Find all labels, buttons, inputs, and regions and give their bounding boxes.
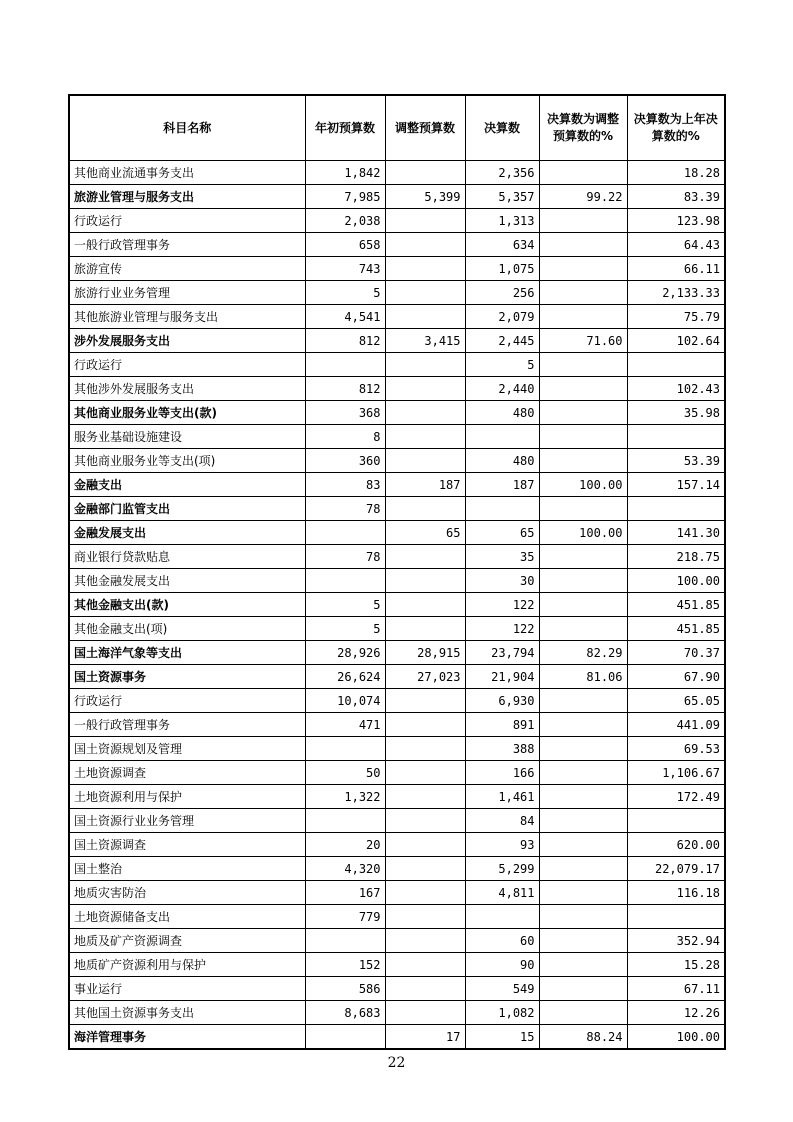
cell-adjusted-budget: [385, 833, 465, 857]
cell-pct-of-previous: 451.85: [627, 593, 725, 617]
cell-final-accounts: 122: [465, 617, 539, 641]
cell-final-accounts: 4,811: [465, 881, 539, 905]
cell-pct-of-adjusted: [539, 905, 627, 929]
cell-adjusted-budget: [385, 377, 465, 401]
cell-final-accounts: 23,794: [465, 641, 539, 665]
cell-adjusted-budget: [385, 881, 465, 905]
cell-initial-budget: 779: [305, 905, 385, 929]
cell-pct-of-previous: [627, 905, 725, 929]
cell-pct-of-adjusted: 100.00: [539, 521, 627, 545]
cell-pct-of-previous: 451.85: [627, 617, 725, 641]
cell-pct-of-previous: 70.37: [627, 641, 725, 665]
cell-pct-of-adjusted: 99.22: [539, 185, 627, 209]
cell-name: 其他国土资源事务支出: [69, 1001, 305, 1025]
cell-name: 土地资源储备支出: [69, 905, 305, 929]
table-row: [69, 161, 725, 185]
cell-final-accounts: 5: [465, 353, 539, 377]
cell-final-accounts: 21,904: [465, 665, 539, 689]
cell-pct-of-adjusted: 100.00: [539, 473, 627, 497]
header-name: 科目名称: [69, 95, 305, 161]
cell-pct-of-adjusted: [539, 761, 627, 785]
table-row: [69, 377, 725, 401]
cell-adjusted-budget: [385, 545, 465, 569]
cell-name: 土地资源利用与保护: [69, 785, 305, 809]
cell-initial-budget: 78: [305, 545, 385, 569]
cell-name: 地质及矿产资源调查: [69, 929, 305, 953]
cell-pct-of-previous: 67.90: [627, 665, 725, 689]
table-row: [69, 953, 725, 977]
table-row: [69, 401, 725, 425]
cell-adjusted-budget: [385, 953, 465, 977]
cell-final-accounts: 166: [465, 761, 539, 785]
cell-pct-of-adjusted: [539, 809, 627, 833]
cell-pct-of-previous: 620.00: [627, 833, 725, 857]
header-adjusted-budget: 调整预算数: [385, 95, 465, 161]
cell-final-accounts: 90: [465, 953, 539, 977]
cell-final-accounts: [465, 905, 539, 929]
cell-name: 其他旅游业管理与服务支出: [69, 305, 305, 329]
cell-final-accounts: 549: [465, 977, 539, 1001]
page-number: 22: [387, 1055, 406, 1071]
cell-pct-of-previous: 100.00: [627, 1025, 725, 1050]
table-row: [69, 1025, 725, 1050]
cell-adjusted-budget: [385, 809, 465, 833]
cell-initial-budget: 2,038: [305, 209, 385, 233]
cell-name: 一般行政管理事务: [69, 233, 305, 257]
cell-pct-of-previous: 102.64: [627, 329, 725, 353]
cell-adjusted-budget: [385, 593, 465, 617]
cell-initial-budget: 4,541: [305, 305, 385, 329]
table-row: [69, 569, 725, 593]
cell-pct-of-previous: 100.00: [627, 569, 725, 593]
cell-initial-budget: 8: [305, 425, 385, 449]
cell-final-accounts: 30: [465, 569, 539, 593]
cell-pct-of-previous: 65.05: [627, 689, 725, 713]
cell-name: 行政运行: [69, 353, 305, 377]
cell-final-accounts: 65: [465, 521, 539, 545]
cell-initial-budget: [305, 353, 385, 377]
cell-initial-budget: 7,985: [305, 185, 385, 209]
cell-initial-budget: 28,926: [305, 641, 385, 665]
cell-adjusted-budget: [385, 497, 465, 521]
cell-pct-of-adjusted: [539, 281, 627, 305]
cell-final-accounts: 480: [465, 449, 539, 473]
table-row: [69, 185, 725, 209]
cell-adjusted-budget: [385, 281, 465, 305]
cell-pct-of-adjusted: 81.06: [539, 665, 627, 689]
table-row: [69, 689, 725, 713]
cell-pct-of-adjusted: [539, 569, 627, 593]
cell-initial-budget: [305, 1025, 385, 1050]
cell-pct-of-adjusted: [539, 713, 627, 737]
cell-final-accounts: 122: [465, 593, 539, 617]
cell-pct-of-adjusted: [539, 833, 627, 857]
cell-pct-of-previous: 64.43: [627, 233, 725, 257]
cell-pct-of-adjusted: [539, 545, 627, 569]
table-row: [69, 593, 725, 617]
cell-pct-of-previous: 83.39: [627, 185, 725, 209]
cell-pct-of-previous: 66.11: [627, 257, 725, 281]
budget-table: [68, 94, 726, 1050]
cell-name: 金融发展支出: [69, 521, 305, 545]
cell-name: 其他金融支出(项): [69, 617, 305, 641]
cell-pct-of-previous: 53.39: [627, 449, 725, 473]
cell-name: 其他商业服务业等支出(项): [69, 449, 305, 473]
cell-final-accounts: 1,461: [465, 785, 539, 809]
cell-pct-of-previous: 102.43: [627, 377, 725, 401]
cell-final-accounts: 6,930: [465, 689, 539, 713]
cell-pct-of-previous: 67.11: [627, 977, 725, 1001]
table-row: [69, 449, 725, 473]
cell-pct-of-previous: [627, 809, 725, 833]
cell-final-accounts: 891: [465, 713, 539, 737]
cell-pct-of-adjusted: [539, 785, 627, 809]
cell-initial-budget: [305, 929, 385, 953]
cell-adjusted-budget: [385, 905, 465, 929]
cell-final-accounts: 2,440: [465, 377, 539, 401]
cell-name: 旅游行业业务管理: [69, 281, 305, 305]
cell-adjusted-budget: 3,415: [385, 329, 465, 353]
cell-initial-budget: 20: [305, 833, 385, 857]
cell-adjusted-budget: [385, 209, 465, 233]
cell-pct-of-previous: 352.94: [627, 929, 725, 953]
cell-name: 国土资源行业业务管理: [69, 809, 305, 833]
cell-name: 商业银行贷款贴息: [69, 545, 305, 569]
cell-adjusted-budget: [385, 977, 465, 1001]
cell-initial-budget: 360: [305, 449, 385, 473]
cell-initial-budget: 5: [305, 617, 385, 641]
cell-final-accounts: 388: [465, 737, 539, 761]
table-row: [69, 257, 725, 281]
cell-adjusted-budget: [385, 737, 465, 761]
cell-final-accounts: 84: [465, 809, 539, 833]
cell-adjusted-budget: [385, 689, 465, 713]
table-row: [69, 809, 725, 833]
table-row: [69, 713, 725, 737]
cell-pct-of-adjusted: [539, 305, 627, 329]
cell-pct-of-adjusted: 88.24: [539, 1025, 627, 1050]
cell-final-accounts: 1,082: [465, 1001, 539, 1025]
cell-name: 海洋管理事务: [69, 1025, 305, 1050]
cell-initial-budget: 26,624: [305, 665, 385, 689]
cell-pct-of-previous: 2,133.33: [627, 281, 725, 305]
cell-pct-of-adjusted: [539, 353, 627, 377]
cell-name: 其他商业服务业等支出(款): [69, 401, 305, 425]
cell-pct-of-adjusted: [539, 1001, 627, 1025]
table-row: [69, 929, 725, 953]
cell-pct-of-previous: [627, 353, 725, 377]
cell-pct-of-previous: 116.18: [627, 881, 725, 905]
cell-initial-budget: 1,842: [305, 161, 385, 185]
cell-name: 国土资源规划及管理: [69, 737, 305, 761]
cell-pct-of-previous: 1,106.67: [627, 761, 725, 785]
cell-adjusted-budget: [385, 857, 465, 881]
table-row: [69, 881, 725, 905]
cell-final-accounts: 1,075: [465, 257, 539, 281]
cell-adjusted-budget: [385, 233, 465, 257]
cell-final-accounts: 2,356: [465, 161, 539, 185]
cell-adjusted-budget: 27,023: [385, 665, 465, 689]
cell-pct-of-adjusted: [539, 617, 627, 641]
cell-initial-budget: 743: [305, 257, 385, 281]
table-row: [69, 785, 725, 809]
table-row: [69, 329, 725, 353]
cell-name: 地质灾害防治: [69, 881, 305, 905]
cell-adjusted-budget: [385, 617, 465, 641]
cell-name: 其他涉外发展服务支出: [69, 377, 305, 401]
cell-pct-of-previous: 35.98: [627, 401, 725, 425]
cell-name: 国土资源事务: [69, 665, 305, 689]
cell-pct-of-adjusted: [539, 737, 627, 761]
cell-final-accounts: 187: [465, 473, 539, 497]
cell-initial-budget: [305, 737, 385, 761]
cell-name: 金融支出: [69, 473, 305, 497]
cell-pct-of-previous: 15.28: [627, 953, 725, 977]
table-row: [69, 305, 725, 329]
table-row: [69, 521, 725, 545]
cell-initial-budget: 658: [305, 233, 385, 257]
cell-name: 服务业基础设施建设: [69, 425, 305, 449]
cell-initial-budget: 152: [305, 953, 385, 977]
cell-name: 地质矿产资源利用与保护: [69, 953, 305, 977]
cell-final-accounts: 5,299: [465, 857, 539, 881]
cell-pct-of-adjusted: [539, 425, 627, 449]
cell-adjusted-budget: [385, 401, 465, 425]
cell-pct-of-adjusted: [539, 209, 627, 233]
cell-adjusted-budget: [385, 305, 465, 329]
table-row: [69, 857, 725, 881]
table-row: [69, 281, 725, 305]
cell-name: 一般行政管理事务: [69, 713, 305, 737]
header-pct-of-previous: 决算数为上年决算数的%: [627, 95, 725, 161]
cell-adjusted-budget: [385, 449, 465, 473]
cell-initial-budget: 8,683: [305, 1001, 385, 1025]
cell-name: 事业运行: [69, 977, 305, 1001]
cell-adjusted-budget: [385, 353, 465, 377]
cell-final-accounts: 2,445: [465, 329, 539, 353]
cell-pct-of-previous: 18.28: [627, 161, 725, 185]
cell-final-accounts: 5,357: [465, 185, 539, 209]
cell-initial-budget: 5: [305, 593, 385, 617]
cell-pct-of-adjusted: [539, 977, 627, 1001]
cell-pct-of-previous: 12.26: [627, 1001, 725, 1025]
cell-initial-budget: 10,074: [305, 689, 385, 713]
cell-adjusted-budget: 65: [385, 521, 465, 545]
table-row: [69, 641, 725, 665]
cell-initial-budget: 4,320: [305, 857, 385, 881]
cell-initial-budget: 5: [305, 281, 385, 305]
cell-initial-budget: 1,322: [305, 785, 385, 809]
cell-pct-of-adjusted: [539, 881, 627, 905]
cell-pct-of-previous: 218.75: [627, 545, 725, 569]
cell-initial-budget: [305, 809, 385, 833]
cell-final-accounts: 2,079: [465, 305, 539, 329]
table-row: [69, 233, 725, 257]
cell-final-accounts: 60: [465, 929, 539, 953]
table-row: [69, 833, 725, 857]
cell-pct-of-adjusted: [539, 929, 627, 953]
header-initial-budget: 年初预算数: [305, 95, 385, 161]
cell-initial-budget: 812: [305, 377, 385, 401]
cell-adjusted-budget: [385, 257, 465, 281]
cell-pct-of-adjusted: [539, 377, 627, 401]
cell-name: 其他金融发展支出: [69, 569, 305, 593]
cell-adjusted-budget: 28,915: [385, 641, 465, 665]
cell-adjusted-budget: [385, 569, 465, 593]
cell-pct-of-previous: 123.98: [627, 209, 725, 233]
table-row: [69, 209, 725, 233]
cell-initial-budget: 586: [305, 977, 385, 1001]
cell-adjusted-budget: [385, 785, 465, 809]
cell-name: 国土资源调查: [69, 833, 305, 857]
cell-adjusted-budget: [385, 713, 465, 737]
cell-final-accounts: 35: [465, 545, 539, 569]
cell-name: 行政运行: [69, 689, 305, 713]
cell-adjusted-budget: [385, 425, 465, 449]
cell-pct-of-adjusted: [539, 401, 627, 425]
cell-pct-of-adjusted: [539, 161, 627, 185]
cell-pct-of-previous: 441.09: [627, 713, 725, 737]
table-row: [69, 761, 725, 785]
table-row: [69, 1001, 725, 1025]
cell-final-accounts: [465, 497, 539, 521]
cell-pct-of-previous: 22,079.17: [627, 857, 725, 881]
cell-name: 金融部门监管支出: [69, 497, 305, 521]
cell-initial-budget: 471: [305, 713, 385, 737]
cell-initial-budget: 167: [305, 881, 385, 905]
cell-name: 国土整治: [69, 857, 305, 881]
cell-final-accounts: 15: [465, 1025, 539, 1050]
cell-initial-budget: 83: [305, 473, 385, 497]
cell-pct-of-adjusted: 82.29: [539, 641, 627, 665]
cell-pct-of-previous: 172.49: [627, 785, 725, 809]
cell-name: 国土海洋气象等支出: [69, 641, 305, 665]
cell-final-accounts: 480: [465, 401, 539, 425]
cell-pct-of-previous: [627, 497, 725, 521]
cell-adjusted-budget: [385, 161, 465, 185]
cell-name: 涉外发展服务支出: [69, 329, 305, 353]
cell-adjusted-budget: 17: [385, 1025, 465, 1050]
cell-pct-of-adjusted: [539, 233, 627, 257]
cell-pct-of-adjusted: [539, 449, 627, 473]
cell-pct-of-previous: 75.79: [627, 305, 725, 329]
cell-final-accounts: 634: [465, 233, 539, 257]
table-row: [69, 617, 725, 641]
cell-adjusted-budget: [385, 1001, 465, 1025]
cell-initial-budget: 78: [305, 497, 385, 521]
cell-pct-of-adjusted: 71.60: [539, 329, 627, 353]
table-row: [69, 905, 725, 929]
cell-pct-of-adjusted: [539, 593, 627, 617]
cell-pct-of-previous: [627, 425, 725, 449]
header-final-accounts: 决算数: [465, 95, 539, 161]
table-row: [69, 665, 725, 689]
cell-initial-budget: [305, 569, 385, 593]
cell-name: 旅游业管理与服务支出: [69, 185, 305, 209]
table-row: [69, 497, 725, 521]
cell-initial-budget: [305, 521, 385, 545]
table-header-row: [69, 95, 725, 161]
cell-adjusted-budget: [385, 761, 465, 785]
table-row: [69, 353, 725, 377]
header-pct-of-adjusted: 决算数为调整预算数的%: [539, 95, 627, 161]
table-row: [69, 425, 725, 449]
cell-pct-of-adjusted: [539, 857, 627, 881]
cell-final-accounts: 93: [465, 833, 539, 857]
cell-name: 其他金融支出(款): [69, 593, 305, 617]
cell-adjusted-budget: 5,399: [385, 185, 465, 209]
cell-pct-of-previous: 157.14: [627, 473, 725, 497]
cell-name: 土地资源调查: [69, 761, 305, 785]
table-row: [69, 977, 725, 1001]
cell-pct-of-adjusted: [539, 257, 627, 281]
cell-pct-of-adjusted: [539, 689, 627, 713]
table-row: [69, 545, 725, 569]
cell-final-accounts: 1,313: [465, 209, 539, 233]
table-row: [69, 737, 725, 761]
cell-name: 其他商业流通事务支出: [69, 161, 305, 185]
cell-final-accounts: 256: [465, 281, 539, 305]
cell-adjusted-budget: [385, 929, 465, 953]
cell-name: 行政运行: [69, 209, 305, 233]
cell-adjusted-budget: 187: [385, 473, 465, 497]
cell-final-accounts: [465, 425, 539, 449]
cell-initial-budget: 50: [305, 761, 385, 785]
cell-pct-of-previous: 69.53: [627, 737, 725, 761]
cell-initial-budget: 368: [305, 401, 385, 425]
cell-initial-budget: 812: [305, 329, 385, 353]
table-row: [69, 473, 725, 497]
cell-pct-of-previous: 141.30: [627, 521, 725, 545]
table-body: [69, 161, 725, 1050]
cell-pct-of-adjusted: [539, 497, 627, 521]
cell-pct-of-adjusted: [539, 953, 627, 977]
cell-name: 旅游宣传: [69, 257, 305, 281]
